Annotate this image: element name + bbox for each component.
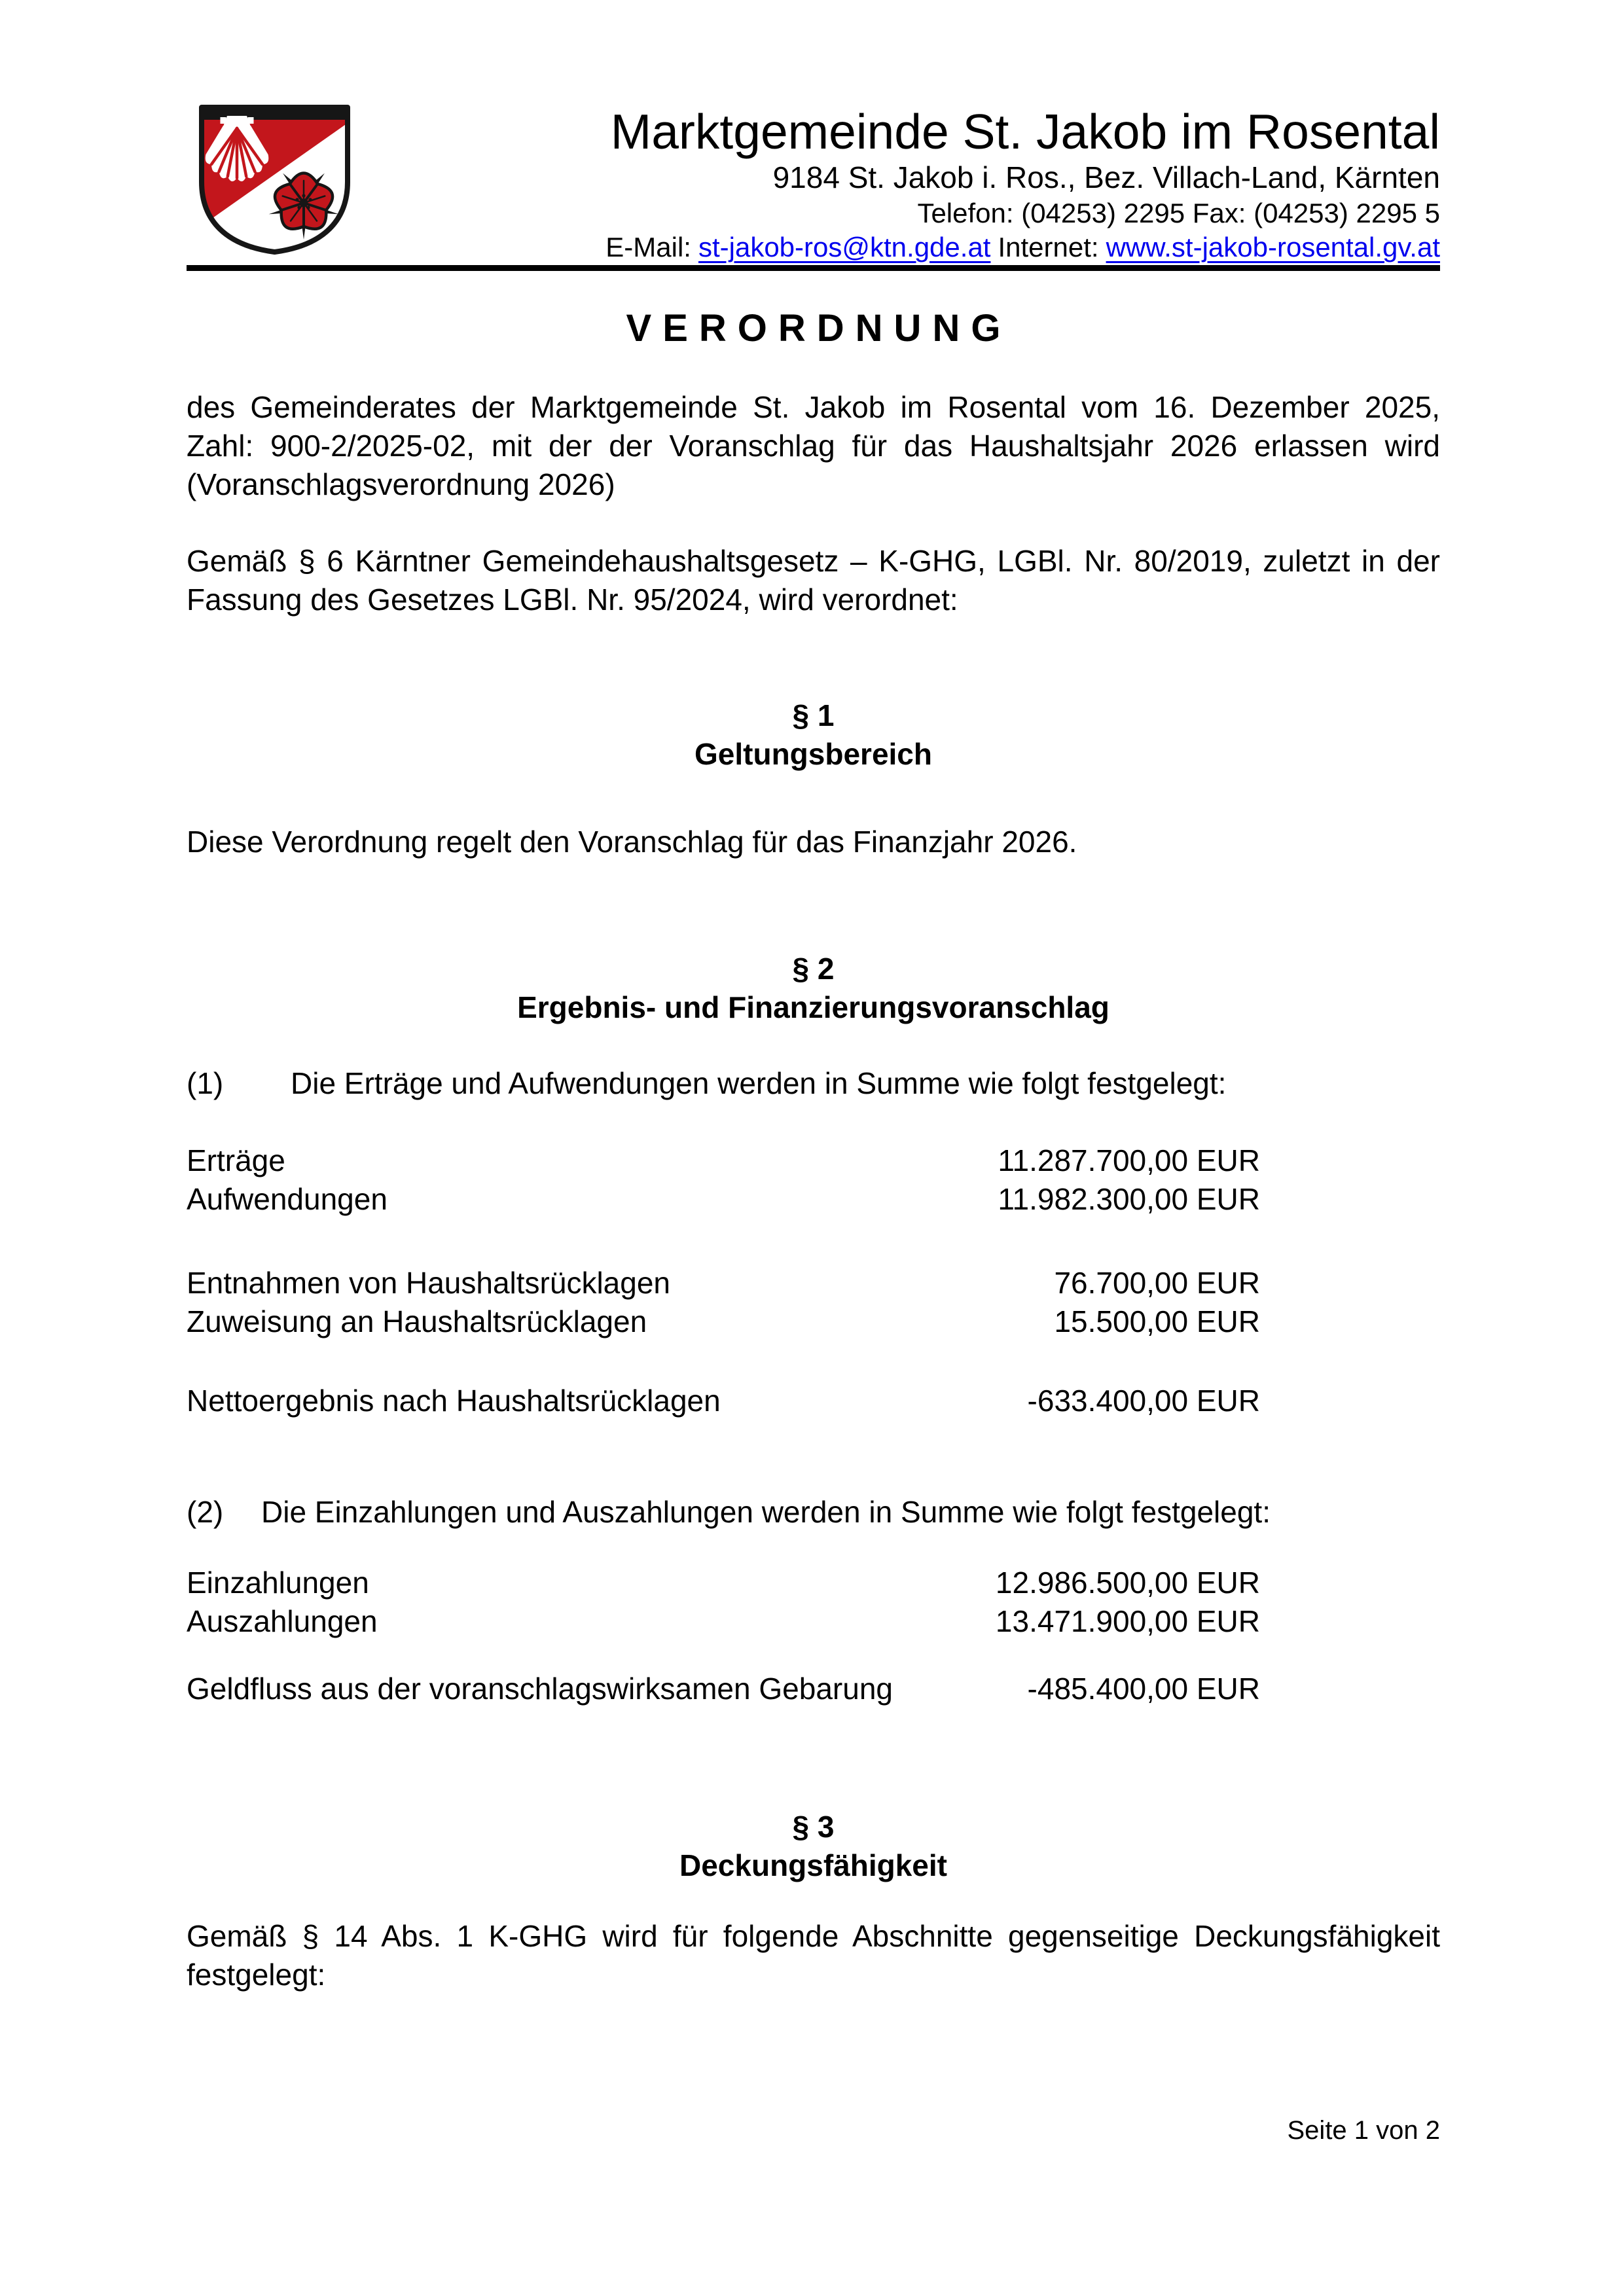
table-row [187,1670,1260,1708]
address-line: 9184 St. Jakob i. Ros., Bez. Villach-Land, Kärnten [772,160,1440,194]
section-2-item-2 [187,1493,1440,1532]
header-divider [187,265,1440,271]
row-label: Auszahlungen [187,1604,378,1638]
row-value: -485.400,00 EUR [1027,1672,1260,1706]
result-amounts-table [187,1141,1260,1219]
section-3-body: Gemäß § 14 Abs. 1 K-GHG wird für folgende Abschnitte gegenseitige Deckungsfähigkeit festgelegt: [187,1919,1440,1992]
organization-name: Marktgemeinde St. Jakob im Rosental [610,104,1440,159]
row-label: Aufwendungen [187,1182,388,1216]
row-value: 11.982.300,00 EUR [998,1182,1260,1216]
row-label: Einzahlungen [187,1566,369,1600]
municipal-coat-of-arms-icon [195,98,354,259]
table-row [187,1564,1260,1602]
row-label: Geldfluss aus der voranschlagswirksamen Gebarung [187,1672,893,1706]
reserve-amounts-table [187,1264,1260,1341]
intro-paragraph: des Gemeinderates der Marktgemeinde St. Jakob im Rosental vom 16. Dezember 2025, Zahl: 900-2/2025-02, mit der der Voranschlag für das Haushaltsjahr 2026 erlassen wird (Voranschlagsverordnung 2026) [187,390,1440,501]
section-2-item-1 [187,1064,1440,1103]
table-row [187,1602,1260,1641]
page-number: Seite 1 von 2 [1287,2116,1440,2145]
email-link[interactable]: st-jakob-ros@ktn.gde.at [698,232,991,262]
row-value: -633.400,00 EUR [1027,1384,1260,1418]
row-value: 13.471.900,00 EUR [995,1604,1260,1638]
table-row [187,1302,1260,1341]
website-link[interactable]: www.st-jakob-rosental.gv.at [1106,232,1440,262]
section-1-title: Geltungsbereich [695,737,932,771]
row-value: 76.700,00 EUR [1054,1266,1260,1300]
section-1-heading [187,696,1440,774]
email-internet-line [187,231,1440,264]
section-1-number: § 1 [792,698,835,732]
row-label: Zuweisung an Haushaltsrücklagen [187,1304,647,1338]
row-label: Nettoergebnis nach Haushaltsrücklagen [187,1384,721,1418]
section-3-title: Deckungsfähigkeit [679,1848,947,1882]
item-2-text: Die Einzahlungen und Auszahlungen werden in Summe wie folgt festgelegt: [261,1495,1271,1529]
table-row [187,1264,1260,1302]
row-label: Erträge [187,1143,285,1177]
section-3-heading [187,1808,1440,1885]
item-1-number: (1) [187,1066,224,1100]
email-label: E-Mail: [605,232,691,262]
item-2-number: (2) [187,1495,224,1529]
row-value: 15.500,00 EUR [1054,1304,1260,1338]
cash-amounts-table [187,1564,1260,1641]
table-row [187,1180,1260,1219]
section-2-number: § 2 [792,952,835,986]
section-2-title: Ergebnis- und Finanzierungsvoranschlag [517,990,1110,1024]
table-row [187,1382,1260,1420]
internet-label: Internet: [998,232,1099,262]
document-title: VERORDNUNG [626,307,1012,350]
section-1-body: Diese Verordnung regelt den Voranschlag für das Finanzjahr 2026. [187,825,1077,859]
row-label: Entnahmen von Haushaltsrücklagen [187,1266,671,1300]
section-2-heading [187,950,1440,1027]
row-value: 12.986.500,00 EUR [995,1566,1260,1600]
phone-fax-line: Telefon: (04253) 2295 Fax: (04253) 2295 5 [917,198,1440,228]
legal-basis-paragraph: Gemäß § 6 Kärntner Gemeindehaushaltsgesetz – K-GHG, LGBl. Nr. 80/2019, zuletzt in der Fassung des Gesetzes LGBl. Nr. 95/2024, wird verordnet: [187,544,1440,617]
section-3-number: § 3 [792,1810,835,1844]
cashflow-table [187,1670,1260,1708]
letterhead [187,0,1440,264]
row-value: 11.287.700,00 EUR [998,1143,1260,1177]
table-row [187,1141,1260,1180]
item-1-text: Die Erträge und Aufwendungen werden in Summe wie folgt festgelegt: [291,1066,1227,1100]
net-result-table [187,1382,1260,1420]
